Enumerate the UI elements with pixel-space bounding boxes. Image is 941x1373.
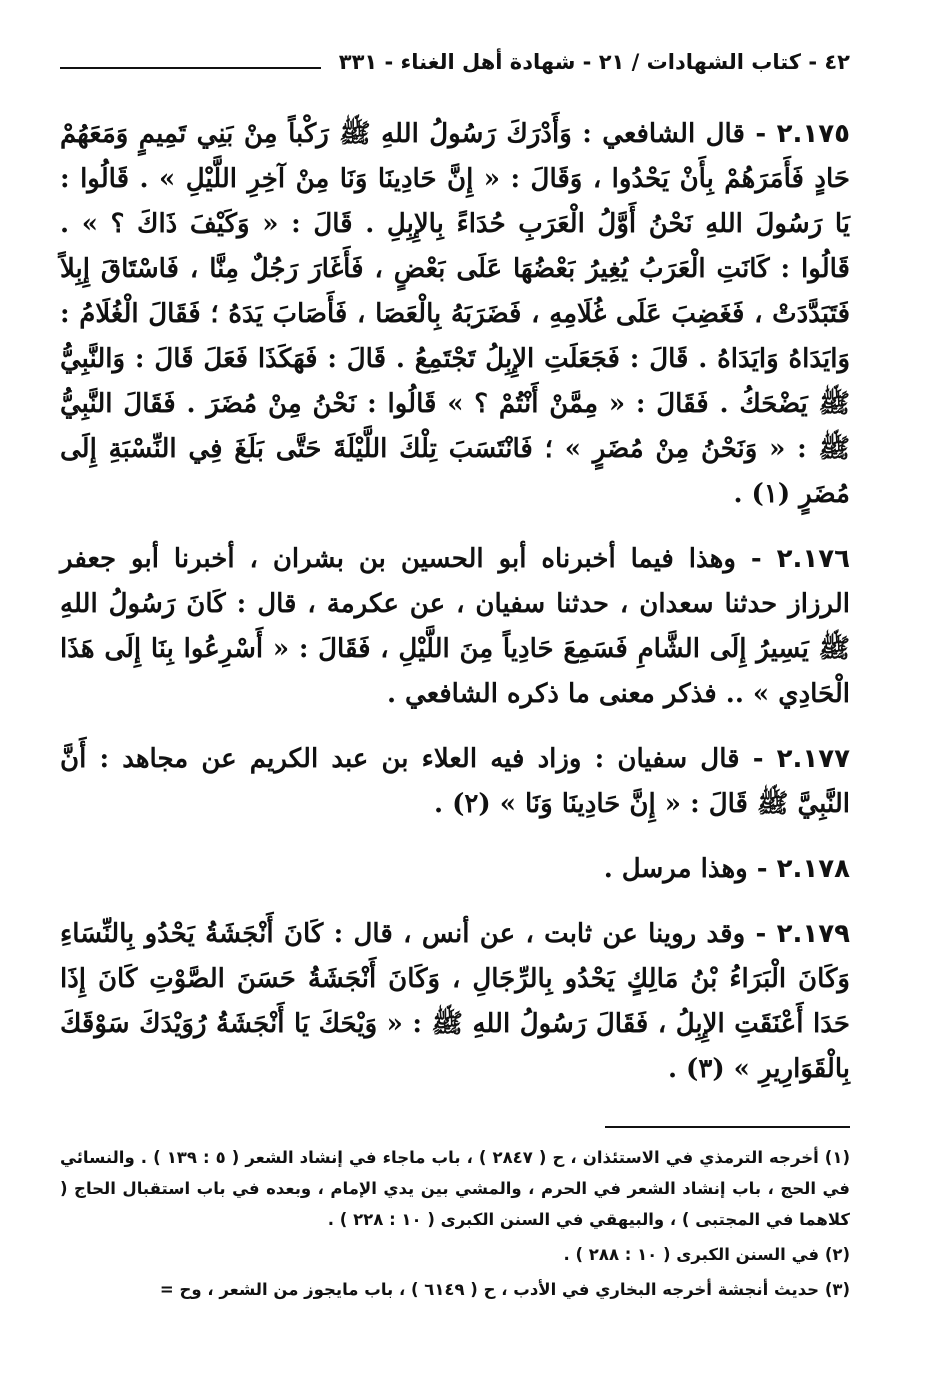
footnote: (٣) حديث أنجشة أخرجه البخاري في الأدب ، ح ( ٦١٤٩ ) ، باب مايجوز من الشعر ، وح = [159,1280,850,1299]
footnote: (١) أخرجه الترمذي في الاستئذان ، ح ( ٢٨٤٧ ) ، باب ماجاء في إنشاد الشعر ( ٥ : ١٣٩ ) . والنسائي في الحج ، باب إنشاد الشعر في الحرم ، والمشي بين يدي الإمام ، وبعده في باب استقبال الحاج ( كلاهما في المجتبى ) ، والبيهقي في السنن الكبرى ( ١٠ : ٢٢٨ ) . [60,1148,850,1229]
paragraph [60,537,850,717]
running-header-text: ٤٢ - كتاب الشهادات / ٢١ - شهادة أهل الغناء - ٣٣١ [338,50,850,74]
paragraph-number: ٢.١٧٩ [776,919,850,949]
footnote-separator [605,1126,850,1128]
footnote: (٢) في السنن الكبرى ( ١٠ : ٢٨٨ ) . [563,1245,850,1264]
paragraph-text: - وهذا فيما أخبرناه أبو الحسين بن بشران ، أخبرنا أبو جعفر الرزاز حدثنا سعدان ، حدثنا سفيان ، عن عكرمة ، قال : كَانَ رَسُولُ اللهِ ﷺ يَسِيرُ إِلَى الشَّامِ فَسَمِعَ حَادِياً مِنَ اللَّيْلِ ، فَقَالَ : « أَسْرِعُوا بِنَا إِلَى هَذَا الْحَادِي » .. فذكر معنى ما ذكره الشافعي . [60,544,850,709]
paragraph [60,847,850,892]
main-text [60,112,850,1092]
paragraph [60,912,850,1092]
paragraph-text: - وهذا مرسل . [603,854,768,884]
paragraph-text: - قال الشافعي : وَأَدْرَكَ رَسُولُ اللهِ ﷺ رَكْباً مِنْ بَنِي تَمِيمٍ وَمَعَهُمْ حَادٍ فَأَمَرَهُمْ بِأَنْ يَحْدُوا ، وَقَالَ : « إِنَّ حَادِينَا وَنَا مِنْ آخِرِ اللَّيْلِ » . قَالُوا : يَا رَسُولَ اللهِ نَحْنُ أَوَّلُ الْعَرَبِ حُدَاءً بِالإِبِلِ . قَالَ : « وَكَيْفَ ذَاكَ ؟ » . قَالُوا : كَانَتِ الْعَرَبُ يُغِيرُ بَعْضُهَا عَلَى بَعْضٍ ، فَأَغَارَ رَجُلٌ مِنَّا ، فَاسْتَاقَ إِبِلاً فَتَبَدَّدَتْ ، فَغَضِبَ عَلَى غُلَامِهِ ، فَضَرَبَهُ بِالْعَصَا ، فَأَصَابَ يَدَهُ ؛ فَقَالَ الْغُلَامُ : وَايَدَاهُ وَايَدَاهُ . قَالَ : فَجَعَلَتِ الإِبِلُ تَجْتَمِعُ . قَالَ : فَهَكَذَا فَعَلَ قَالَ : وَالنَّبِيُّ ﷺ يَضْحَكُ . فَقَالَ : « مِمَّنْ أَنْتُمْ ؟ » قَالُوا : نَحْنُ مِنْ مُضَرَ . فَقَالَ النَّبِيُّ ﷺ : « وَنَحْنُ مِنْ مُضَرٍ » ؛ فَانْتَسَبَ تِلْكَ اللَّيْلَةَ حَتَّى بَلَغَ فِي النِّسْبَةِ إِلَى مُضَرٍ (١) . [60,119,850,509]
paragraph-text: - قال سفيان : وزاد فيه العلاء بن عبد الكريم عن مجاهد : أَنَّ النَّبِيَّ ﷺ قَالَ : « إِنَّ حَادِينَا وَنَا » (٢) . [60,744,850,819]
running-header [60,40,850,84]
paragraph-number: ٢.١٧٥ [776,119,850,149]
book-page [60,40,850,1305]
paragraph-text: - وقد روينا عن ثابت ، عن أنس ، قال : كَانَ أَنْجَشَةُ يَحْدُو بِالنِّسَاءِ وَكَانَ الْبَرَاءُ بْنُ مَالِكٍ يَحْدُو بِالرِّجَالِ ، وَكَانَ أَنْجَشَةُ حَسَنَ الصَّوْتِ كَانَ إِذَا حَدَا أَعْنَقَتِ الإِبِلُ ، فَقَالَ رَسُولُ اللهِ ﷺ : « وَيْحَكَ يَا أَنْجَشَةُ رُوَيْدَكَ سَوْقَكَ بِالْقَوَارِيرِ » (٣) . [60,919,850,1084]
paragraph [60,737,850,827]
paragraph-number: ٢.١٧٦ [776,544,850,574]
header-rule [60,67,321,69]
paragraph-number: ٢.١٧٨ [776,854,850,884]
footnotes [60,1142,850,1305]
paragraph [60,112,850,517]
paragraph-number: ٢.١٧٧ [776,744,850,774]
